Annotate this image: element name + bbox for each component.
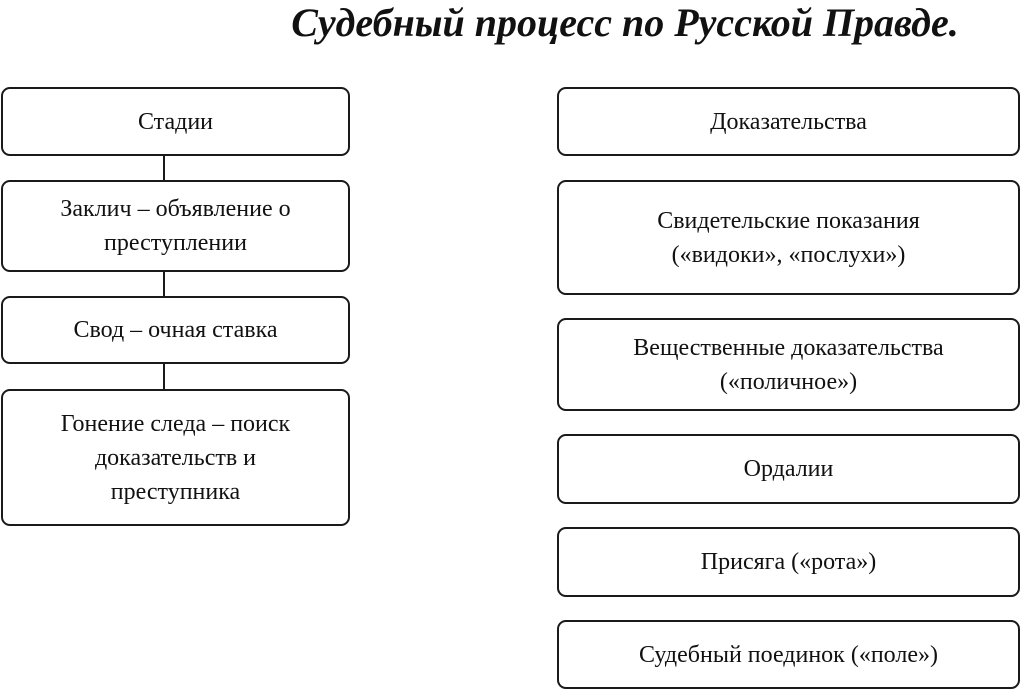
evidence-label-oath: Присяга («рота») [700, 549, 877, 575]
stages-connector-2 [163, 272, 165, 296]
diagram-title: Судебный процесс по Русской Правде. [291, 0, 959, 45]
evidence-header-label: Доказательства [710, 108, 867, 135]
stages-connector-1 [163, 156, 165, 180]
evidence-label-duel: Судебный поединок («поле») [639, 641, 938, 668]
stage-label-svod: Свод – очная ставка [73, 317, 278, 343]
stage-box-svod [1, 296, 350, 364]
evidence-label-ordeals: Ордалии [743, 456, 834, 482]
evidence-box-ordeals [557, 434, 1020, 504]
stage-box-gonenie [1, 389, 350, 526]
evidence-box-duel [557, 620, 1020, 689]
stages-connector-3 [163, 364, 165, 389]
stage-box-zaklich [1, 180, 350, 272]
evidence-box-material [557, 318, 1020, 411]
evidence-header-box [557, 87, 1020, 156]
stage-label-gonenie: Гонение следа – поиск доказательств и преступника [60, 410, 291, 505]
stages-header-box [1, 87, 350, 156]
evidence-label-witness: Свидетельские показания («видоки», «послухи») [657, 207, 920, 268]
evidence-box-oath [557, 527, 1020, 597]
evidence-box-witness [557, 180, 1020, 295]
stage-label-zaklich: Заклич – объявление о преступлении [60, 196, 291, 256]
stages-header-label: Стадии [137, 108, 214, 135]
evidence-label-material: Вещественные доказательства («поличное») [633, 334, 944, 395]
